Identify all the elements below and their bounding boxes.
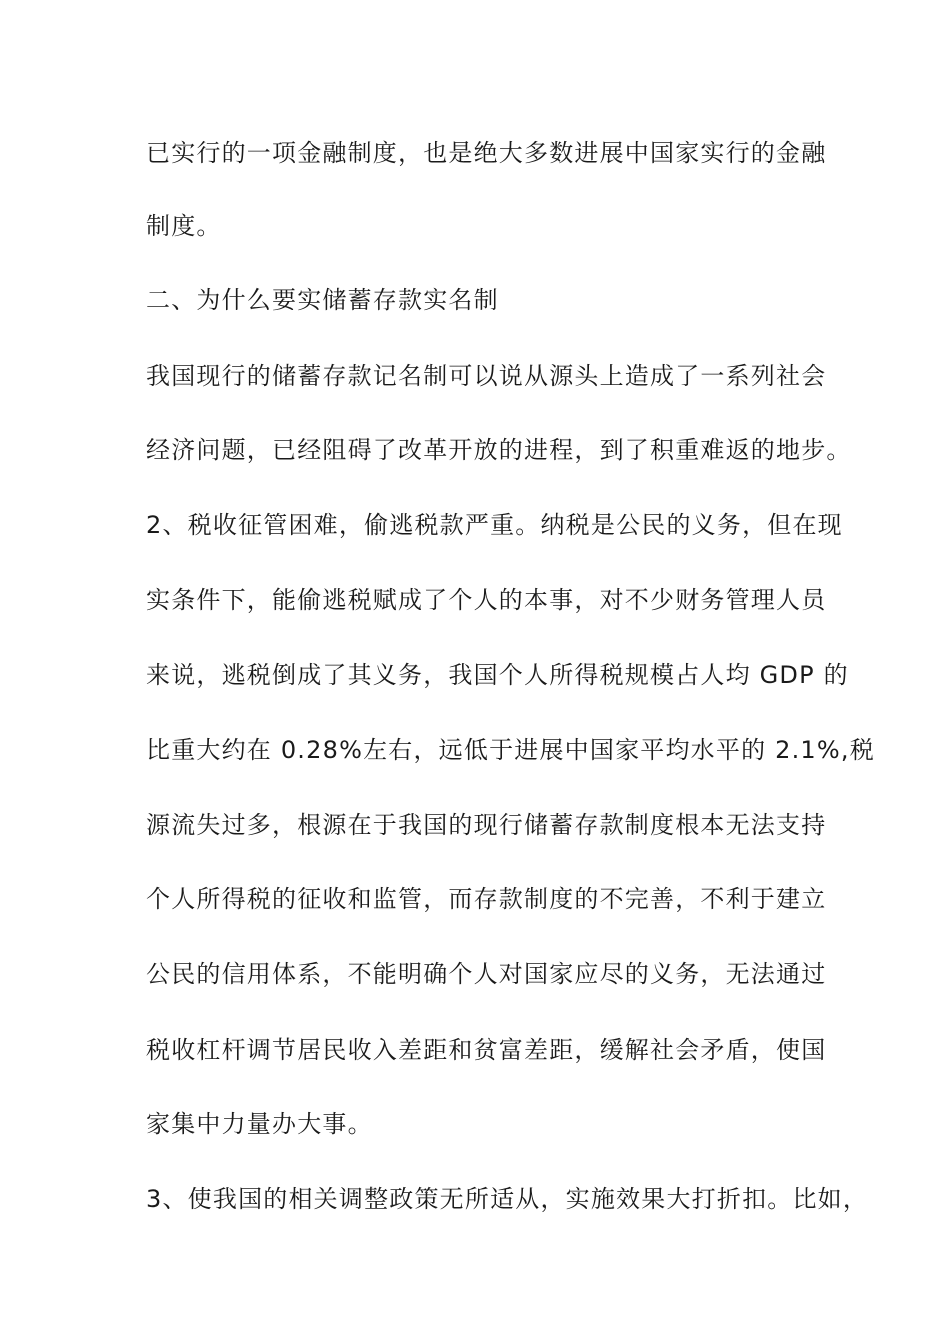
text-line: 税收杠杆调节居民收入差距和贫富差距，缓解社会矛盾，使国 <box>146 1036 827 1064</box>
section-heading: 二、为什么要实储蓄存款实名制 <box>146 286 499 314</box>
text-line: 3、使我国的相关调整政策无所适从，实施效果大打折扣。比如， <box>146 1185 869 1213</box>
text-line: 个人所得税的征收和监管，而存款制度的不完善，不利于建立 <box>146 885 827 913</box>
text-line: 来说，逃税倒成了其义务，我国个人所得税规模占人均 GDP 的 <box>146 661 849 689</box>
text-line: 比重大约在 0.28%左右，远低于进展中国家平均水平的 2.1%,税 <box>146 736 875 764</box>
text-line: 经济问题，已经阻碍了改革开放的进程，到了积重难返的地步。 <box>146 436 852 464</box>
text-line: 源流失过多，根源在于我国的现行储蓄存款制度根本无法支持 <box>146 811 827 839</box>
text-line: 公民的信用体系，不能明确个人对国家应尽的义务，无法通过 <box>146 960 827 988</box>
text-line: 制度。 <box>146 212 222 240</box>
text-line: 2、税收征管困难，偷逃税款严重。纳税是公民的义务，但在现 <box>146 511 843 539</box>
text-line: 我国现行的储蓄存款记名制可以说从源头上造成了一系列社会 <box>146 362 827 390</box>
text-line: 实条件下，能偷逃税赋成了个人的本事，对不少财务管理人员 <box>146 586 827 614</box>
text-line: 已实行的一项金融制度，也是绝大多数进展中国家实行的金融 <box>146 139 827 167</box>
text-line: 家集中力量办大事。 <box>146 1110 373 1138</box>
